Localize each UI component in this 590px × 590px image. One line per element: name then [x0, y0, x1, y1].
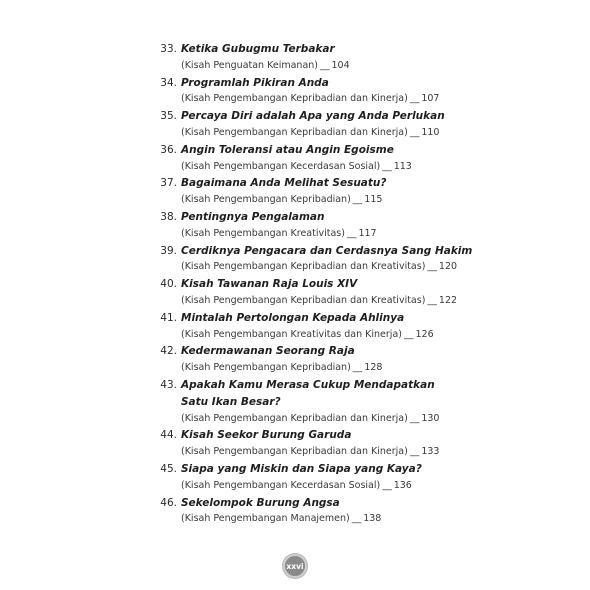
entry-title: Mintalah Pertolongan Kepada Ahlinya [181, 311, 405, 324]
entry-category: (Kisah Penguatan Keimanan) [181, 59, 318, 71]
toc-entry [150, 495, 450, 529]
toc-title-line [150, 209, 450, 226]
leader-dash: __ [352, 194, 363, 206]
entry-category-group [181, 58, 350, 75]
entry-number: 44. [160, 429, 177, 442]
toc-entry [150, 427, 450, 461]
entry-number: 34. [160, 76, 177, 89]
leader-dash: __ [409, 446, 420, 458]
entry-number-spacer [150, 293, 181, 310]
toc-entry [150, 377, 450, 427]
entry-number-spacer [150, 159, 181, 176]
toc-entry [150, 142, 450, 176]
entry-number-spacer [150, 58, 181, 75]
entry-category-group [181, 192, 382, 209]
entry-title: Kisah Tawanan Raja Louis XIV [181, 278, 358, 291]
toc-title-line [150, 75, 450, 92]
toc-entry [150, 209, 450, 243]
toc-title-line [150, 495, 450, 512]
entry-number-spacer [150, 511, 181, 528]
entry-category: (Kisah Pengembangan Kepribadian dan Kreativitas) [181, 261, 426, 273]
entry-page-number: 138 [363, 513, 382, 525]
toc-title-line [150, 377, 450, 394]
entry-number-spacer [150, 394, 181, 411]
entry-page-number: 136 [393, 479, 412, 491]
entry-number: 37. [160, 177, 177, 190]
toc-entry [150, 75, 450, 109]
toc-entry [150, 276, 458, 310]
entry-page-number: 115 [364, 194, 383, 206]
entry-page-number: 126 [415, 328, 434, 340]
entry-number: 38. [160, 210, 177, 223]
toc-title-line [150, 461, 450, 478]
entry-title: Programlah Pikiran Anda [181, 76, 329, 89]
entry-category-group [181, 159, 412, 176]
toc-title-line [150, 394, 450, 411]
toc-title-line [150, 243, 473, 260]
toc-category-line [150, 125, 450, 142]
table-of-contents [150, 41, 473, 528]
leader-dash: __ [427, 294, 437, 306]
entry-category: (Kisah Pengembangan Kecerdasan Sosial) [181, 160, 381, 172]
entry-page-number: 122 [438, 294, 458, 306]
page-number-label: xxvi [286, 561, 304, 571]
toc-category-line [150, 444, 450, 461]
entry-page-number: 104 [331, 59, 350, 71]
entry-number: 42. [160, 345, 177, 358]
toc-entry [150, 461, 450, 495]
toc-title-line [150, 41, 450, 58]
entry-category-group [181, 360, 382, 377]
leader-dash: __ [409, 93, 420, 105]
leader-dash: __ [427, 261, 437, 273]
entry-title: Angin Toleransi atau Angin Egoisme [181, 143, 394, 156]
toc-category-line [150, 58, 450, 75]
entry-number: 33. [160, 43, 177, 55]
entry-number: 43. [160, 378, 177, 391]
entry-category-group [181, 444, 439, 461]
page-number-badge [283, 554, 307, 578]
leader-dash: __ [409, 412, 420, 424]
entry-number-spacer [150, 444, 181, 461]
entry-number: 40. [160, 278, 177, 291]
entry-page-number: 113 [393, 160, 412, 172]
toc-title-line [150, 108, 450, 125]
toc-category-line [150, 360, 450, 377]
entry-number: 39. [160, 244, 177, 257]
leader-dash: __ [346, 227, 357, 239]
toc-title-line [150, 343, 450, 360]
toc-category-line [150, 259, 458, 276]
entry-category-group [181, 327, 434, 344]
entry-number-spacer [150, 259, 181, 276]
toc-category-line [150, 293, 458, 310]
entry-page-number: 128 [364, 362, 383, 374]
entry-number-spacer [150, 360, 181, 377]
toc-category-line [150, 159, 450, 176]
entry-category: (Kisah Pengembangan Kepribadian dan Kinerja) [181, 126, 408, 138]
leader-dash: __ [320, 59, 330, 71]
toc-title-line [150, 276, 450, 293]
toc-title-line [150, 142, 450, 159]
toc-category-line [150, 192, 450, 209]
leader-dash: __ [382, 160, 392, 172]
entry-title: Kedermawanan Seorang Raja [181, 345, 355, 358]
entry-title: Bagaimana Anda Melihat Sesuatu? [181, 177, 387, 190]
entry-number: 36. [160, 143, 177, 156]
entry-category-group [181, 91, 439, 108]
toc-title-line [150, 175, 450, 192]
entry-category-group [181, 411, 439, 428]
entry-title: Pentingnya Pengalaman [181, 210, 325, 223]
leader-dash: __ [403, 328, 414, 340]
entry-number-spacer [150, 91, 181, 108]
entry-page-number: 130 [421, 412, 440, 424]
entry-number-spacer [150, 478, 181, 495]
toc-entry [150, 175, 450, 209]
entry-page-number: 110 [421, 126, 440, 138]
entry-title: Satu Ikan Besar? [181, 395, 281, 408]
entry-category-group [181, 293, 457, 310]
entry-number: 35. [160, 110, 177, 123]
entry-page-number: 120 [438, 261, 458, 273]
entry-category: (Kisah Pengembangan Kepribadian) [181, 194, 351, 206]
entry-number-spacer [150, 226, 181, 243]
entry-title: Cerdiknya Pengacara dan Cerdasnya Sang Hakim [181, 244, 473, 257]
entry-number-spacer [150, 192, 181, 209]
entry-page-number: 117 [358, 227, 377, 239]
toc-category-line [150, 511, 450, 528]
entry-title: Percaya Diri adalah Apa yang Anda Perlukan [181, 110, 445, 123]
entry-category-group [181, 478, 412, 495]
toc-category-line [150, 411, 450, 428]
leader-dash: __ [352, 362, 363, 374]
leader-dash: __ [382, 479, 392, 491]
entry-category: (Kisah Pengembangan Kreativitas dan Kinerja) [181, 328, 402, 340]
entry-title: Sekelompok Burung Angsa [181, 496, 340, 509]
toc-title-line [150, 427, 450, 444]
toc-title-line [150, 310, 450, 327]
entry-category-group [181, 125, 439, 142]
entry-category: (Kisah Pengembangan Kepribadian dan Kinerja) [181, 93, 408, 105]
entry-number-spacer [150, 125, 181, 142]
entry-number-spacer [150, 411, 181, 428]
entry-category: (Kisah Pengembangan Kepribadian dan Kinerja) [181, 412, 408, 424]
leader-dash: __ [409, 126, 420, 138]
entry-number: 41. [160, 311, 177, 324]
entry-title: Apakah Kamu Merasa Cukup Mendapatkan [181, 378, 435, 391]
entry-category-group [181, 226, 377, 243]
entry-category: (Kisah Pengembangan Kepribadian dan Kinerja) [181, 446, 408, 458]
toc-entry [150, 108, 450, 142]
entry-number: 46. [160, 496, 177, 509]
entry-title: Ketika Gubugmu Terbakar [181, 43, 335, 55]
entry-category: (Kisah Pengembangan Kreativitas) [181, 227, 345, 239]
toc-entry [150, 310, 450, 344]
toc-entry [150, 41, 450, 75]
entry-category-group [181, 259, 457, 276]
entry-category: (Kisah Pengembangan Manajemen) [181, 513, 350, 525]
leader-dash: __ [351, 513, 362, 525]
entry-title: Siapa yang Miskin dan Siapa yang Kaya? [181, 462, 422, 475]
entry-category: (Kisah Pengembangan Kecerdasan Sosial) [181, 479, 381, 491]
toc-category-line [150, 327, 450, 344]
entry-number-spacer [150, 327, 181, 344]
toc-entry [150, 343, 450, 377]
toc-entry [150, 243, 473, 277]
toc-category-line [150, 478, 450, 495]
entry-number: 45. [160, 462, 177, 475]
toc-category-line [150, 91, 450, 108]
entry-title: Kisah Seekor Burung Garuda [181, 429, 352, 442]
entry-page-number: 133 [421, 446, 440, 458]
entry-page-number: 107 [421, 93, 440, 105]
entry-category: (Kisah Pengembangan Kepribadian dan Kreativitas) [181, 294, 426, 306]
entry-category: (Kisah Pengembangan Kepribadian) [181, 362, 351, 374]
entry-category-group [181, 511, 381, 528]
toc-category-line [150, 226, 450, 243]
